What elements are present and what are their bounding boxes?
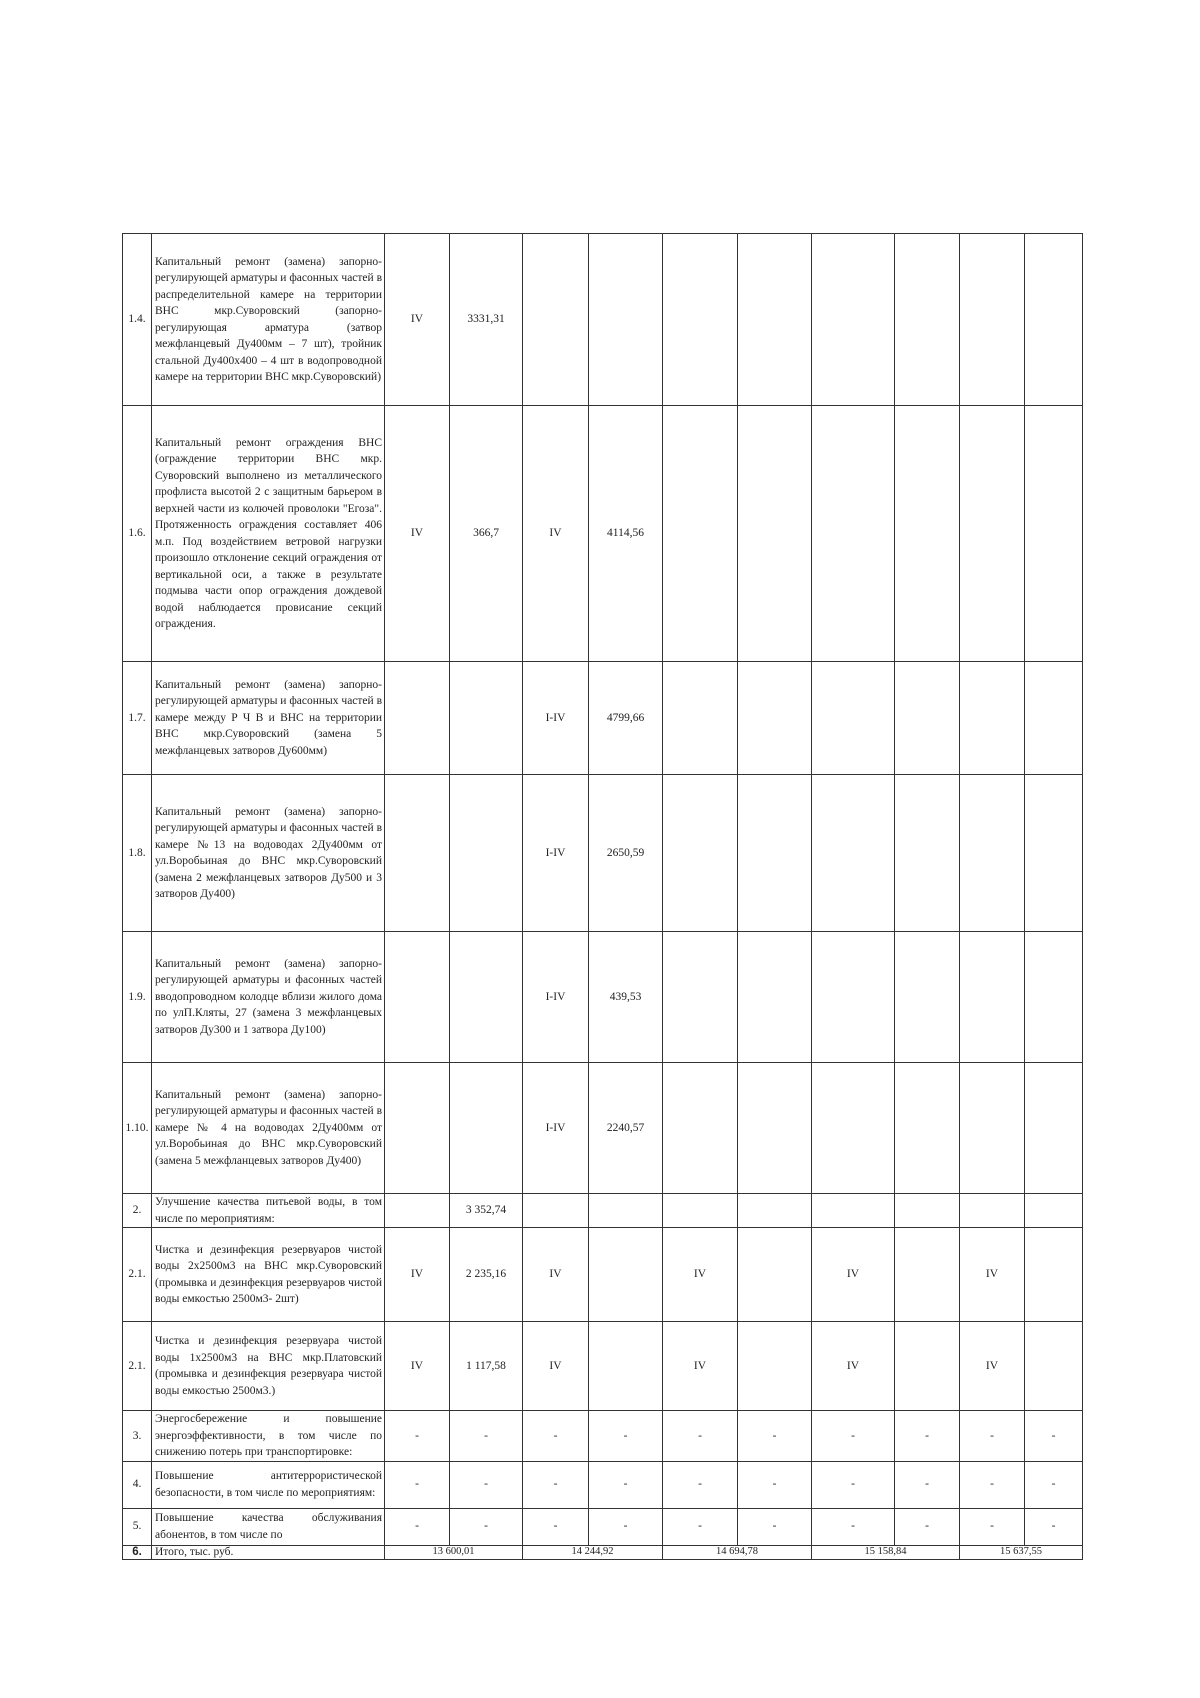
row-cell [895,662,960,775]
row-cell: I-IV [523,662,589,775]
row-cell: IV [385,406,450,662]
row-cell [895,1322,960,1411]
row-cell: - [1025,1508,1083,1545]
row-number: 1.4. [123,234,152,406]
total-value: 14 694,78 [663,1545,812,1559]
row-cell [450,775,523,932]
row-cell [960,775,1025,932]
row-number: 1.9. [123,932,152,1063]
table-row [123,1194,1083,1228]
row-cell: 2 235,16 [450,1228,523,1322]
table-row [123,1508,1083,1545]
row-cell: 2240,57 [589,1063,663,1194]
row-cell [589,234,663,406]
row-description: Капитальный ремонт (замена) запорно-регулирующей арматуры и фасонных частей в камере № 4 на водоводах 2Ду400мм от ул.Воробьиная до ВНС мкр.Суворовский (замена 5 межфланцевых затворов Ду400) [152,1063,385,1194]
row-cell: - [385,1508,450,1545]
row-cell: - [589,1508,663,1545]
row-cell [738,662,812,775]
row-cell: IV [523,1228,589,1322]
row-cell [738,1194,812,1228]
row-description: Чистка и дезинфекция резервуаров чистой воды 2х2500м3 на ВНС мкр.Суворовский (промывка и дезинфекция резервуаров чистой воды емкостью 2500м3- 2шт) [152,1228,385,1322]
row-cell: 439,53 [589,932,663,1063]
total-row-number: 6. [123,1545,152,1559]
row-cell [589,1228,663,1322]
row-cell: 4799,66 [589,662,663,775]
row-cell [663,775,738,932]
row-cell: - [960,1508,1025,1545]
row-number: 1.10. [123,1063,152,1194]
table-body [123,234,1083,1560]
row-cell: IV [385,1322,450,1411]
row-description: Капитальный ремонт ограждения ВНС (ограждение территории ВНС мкр. Суворовский выполнено из металлического профлиста высотой 2 с защитным барьером в верхней части из колючей проволоки "Егоза". Протяженность ограждения составляет 406 м.п. Под воздействием ветровой нагрузки произошло отклонение секций ограждения от вертикальной оси, а также в результате подмыва части опор ограждения дождевой водой наблюдается провисание секций ограждения. [152,406,385,662]
table-row [123,1063,1083,1194]
row-cell: I-IV [523,932,589,1063]
row-cell: - [812,1411,895,1462]
row-cell [895,1228,960,1322]
row-cell [663,1194,738,1228]
row-cell [1025,234,1083,406]
row-cell [738,1322,812,1411]
row-cell: - [450,1508,523,1545]
total-value: 13 600,01 [385,1545,523,1559]
row-description: Капитальный ремонт (замена) запорно-регулирующей арматуры и фасонных частей вводопроводном колодце вблизи жилого дома по улП.Кляты, 27 (замена 3 межфланцевых затворов Ду300 и 1 затвора Ду100) [152,932,385,1063]
row-cell [960,1063,1025,1194]
row-cell [812,1194,895,1228]
row-number: 4. [123,1461,152,1508]
row-cell [895,1063,960,1194]
total-value: 15 637,55 [960,1545,1083,1559]
row-cell [738,775,812,932]
row-cell: - [663,1461,738,1508]
table-row [123,662,1083,775]
row-cell [960,662,1025,775]
row-cell: - [450,1461,523,1508]
table-row [123,406,1083,662]
row-cell: IV [523,1322,589,1411]
row-cell: - [523,1461,589,1508]
row-number: 5. [123,1508,152,1545]
row-cell [960,932,1025,1063]
row-cell [1025,1194,1083,1228]
row-cell: - [812,1508,895,1545]
row-number: 2.1. [123,1228,152,1322]
row-cell: - [738,1508,812,1545]
row-description: Энергосбережение и повышение энергоэффективности, в том числе по снижению потерь при транспортировке: [152,1411,385,1462]
row-cell: - [738,1411,812,1462]
table-row [123,1461,1083,1508]
row-cell [1025,1063,1083,1194]
row-cell [895,234,960,406]
row-cell [1025,1322,1083,1411]
row-cell [738,1228,812,1322]
row-cell: - [385,1411,450,1462]
row-description: Капитальный ремонт (замена) запорно-регулирующей арматуры и фасонных частей в камере между Р Ч В и ВНС на территории ВНС мкр.Суворовский (замена 5 межфланцевых затворов Ду600мм) [152,662,385,775]
row-cell [738,234,812,406]
row-cell: IV [812,1228,895,1322]
row-cell: I-IV [523,1063,589,1194]
table-row [123,234,1083,406]
row-cell: IV [960,1228,1025,1322]
row-cell [895,1194,960,1228]
row-description: Чистка и дезинфекция резервуара чистой воды 1х2500м3 на ВНС мкр.Платовский (промывка и дезинфекция резервуара чистой воды емкостью 2500м3.) [152,1322,385,1411]
total-row [123,1545,1083,1559]
row-cell: - [812,1461,895,1508]
row-cell [450,1063,523,1194]
row-cell: - [738,1461,812,1508]
row-cell [663,662,738,775]
row-cell [385,775,450,932]
row-cell: - [1025,1461,1083,1508]
table-row [123,1322,1083,1411]
row-number: 1.8. [123,775,152,932]
row-cell [523,234,589,406]
row-description: Повышение антитеррористической безопасности, в том числе по мероприятиям: [152,1461,385,1508]
row-description: Повышение качества обслуживания абонентов, в том числе по [152,1508,385,1545]
row-cell [589,1194,663,1228]
row-cell [385,662,450,775]
row-cell: - [960,1461,1025,1508]
row-cell: - [1025,1411,1083,1462]
row-cell [895,932,960,1063]
row-number: 2. [123,1194,152,1228]
row-cell [960,406,1025,662]
row-cell: - [663,1508,738,1545]
row-cell [812,406,895,662]
row-cell: 3 352,74 [450,1194,523,1228]
row-cell [663,1063,738,1194]
row-cell [738,406,812,662]
row-cell [812,234,895,406]
row-cell: - [895,1461,960,1508]
row-cell: 1 117,58 [450,1322,523,1411]
table-row [123,1228,1083,1322]
row-cell [738,932,812,1063]
investment-program-table [122,233,1083,1560]
row-cell [812,932,895,1063]
row-cell [450,662,523,775]
row-cell: - [895,1508,960,1545]
row-cell [1025,662,1083,775]
row-cell: - [663,1411,738,1462]
table-row [123,775,1083,932]
row-cell: - [895,1411,960,1462]
row-cell: - [589,1411,663,1462]
row-description: Улучшение качества питьевой воды, в том числе по мероприятиям: [152,1194,385,1228]
row-cell: IV [385,234,450,406]
row-cell [738,1063,812,1194]
row-cell [1025,775,1083,932]
row-cell [663,406,738,662]
row-cell [589,1322,663,1411]
total-label: Итого, тыс. руб. [152,1545,385,1559]
row-number: 1.7. [123,662,152,775]
row-cell [812,1063,895,1194]
row-cell [812,775,895,932]
row-cell: IV [960,1322,1025,1411]
row-cell: IV [385,1228,450,1322]
row-cell [960,234,1025,406]
row-cell: 3331,31 [450,234,523,406]
table-row [123,932,1083,1063]
row-cell [385,932,450,1063]
row-cell: - [589,1461,663,1508]
row-cell [663,234,738,406]
row-cell: IV [523,406,589,662]
row-cell [895,775,960,932]
row-number: 3. [123,1411,152,1462]
row-cell [385,1063,450,1194]
row-cell [1025,1228,1083,1322]
row-cell: 2650,59 [589,775,663,932]
table-row [123,1411,1083,1462]
row-cell: IV [812,1322,895,1411]
row-cell [523,1194,589,1228]
row-cell [1025,932,1083,1063]
row-cell [663,932,738,1063]
row-cell [812,662,895,775]
row-cell: - [385,1461,450,1508]
row-cell: I-IV [523,775,589,932]
row-cell [960,1194,1025,1228]
row-cell [450,932,523,1063]
row-cell [385,1194,450,1228]
total-value: 15 158,84 [812,1545,960,1559]
row-cell: 4114,56 [589,406,663,662]
row-cell [1025,406,1083,662]
row-cell: - [960,1411,1025,1462]
row-cell: IV [663,1322,738,1411]
row-number: 1.6. [123,406,152,662]
row-cell [895,406,960,662]
row-description: Капитальный ремонт (замена) запорно-регулирующей арматуры и фасонных частей в распределительной камере на территории ВНС мкр.Суворовский (запорно-регулирующая арматура (затвор межфланцевый Ду400мм – 7 шт), тройник стальной Ду400х400 – 4 шт в водопроводной камере на территории ВНС мкр.Суворовский) [152,234,385,406]
row-cell: - [523,1411,589,1462]
row-cell: - [450,1411,523,1462]
row-description: Капитальный ремонт (замена) запорно-регулирующей арматуры и фасонных частей в камере №13 на водоводах 2Ду400мм от ул.Воробьиная до ВНС мкр.Суворовский (замена 2 межфланцевых затворов Ду500 и 3 затворов Ду400) [152,775,385,932]
row-cell: IV [663,1228,738,1322]
row-cell: 366,7 [450,406,523,662]
row-cell: - [523,1508,589,1545]
total-value: 14 244,92 [523,1545,663,1559]
row-number: 2.1. [123,1322,152,1411]
